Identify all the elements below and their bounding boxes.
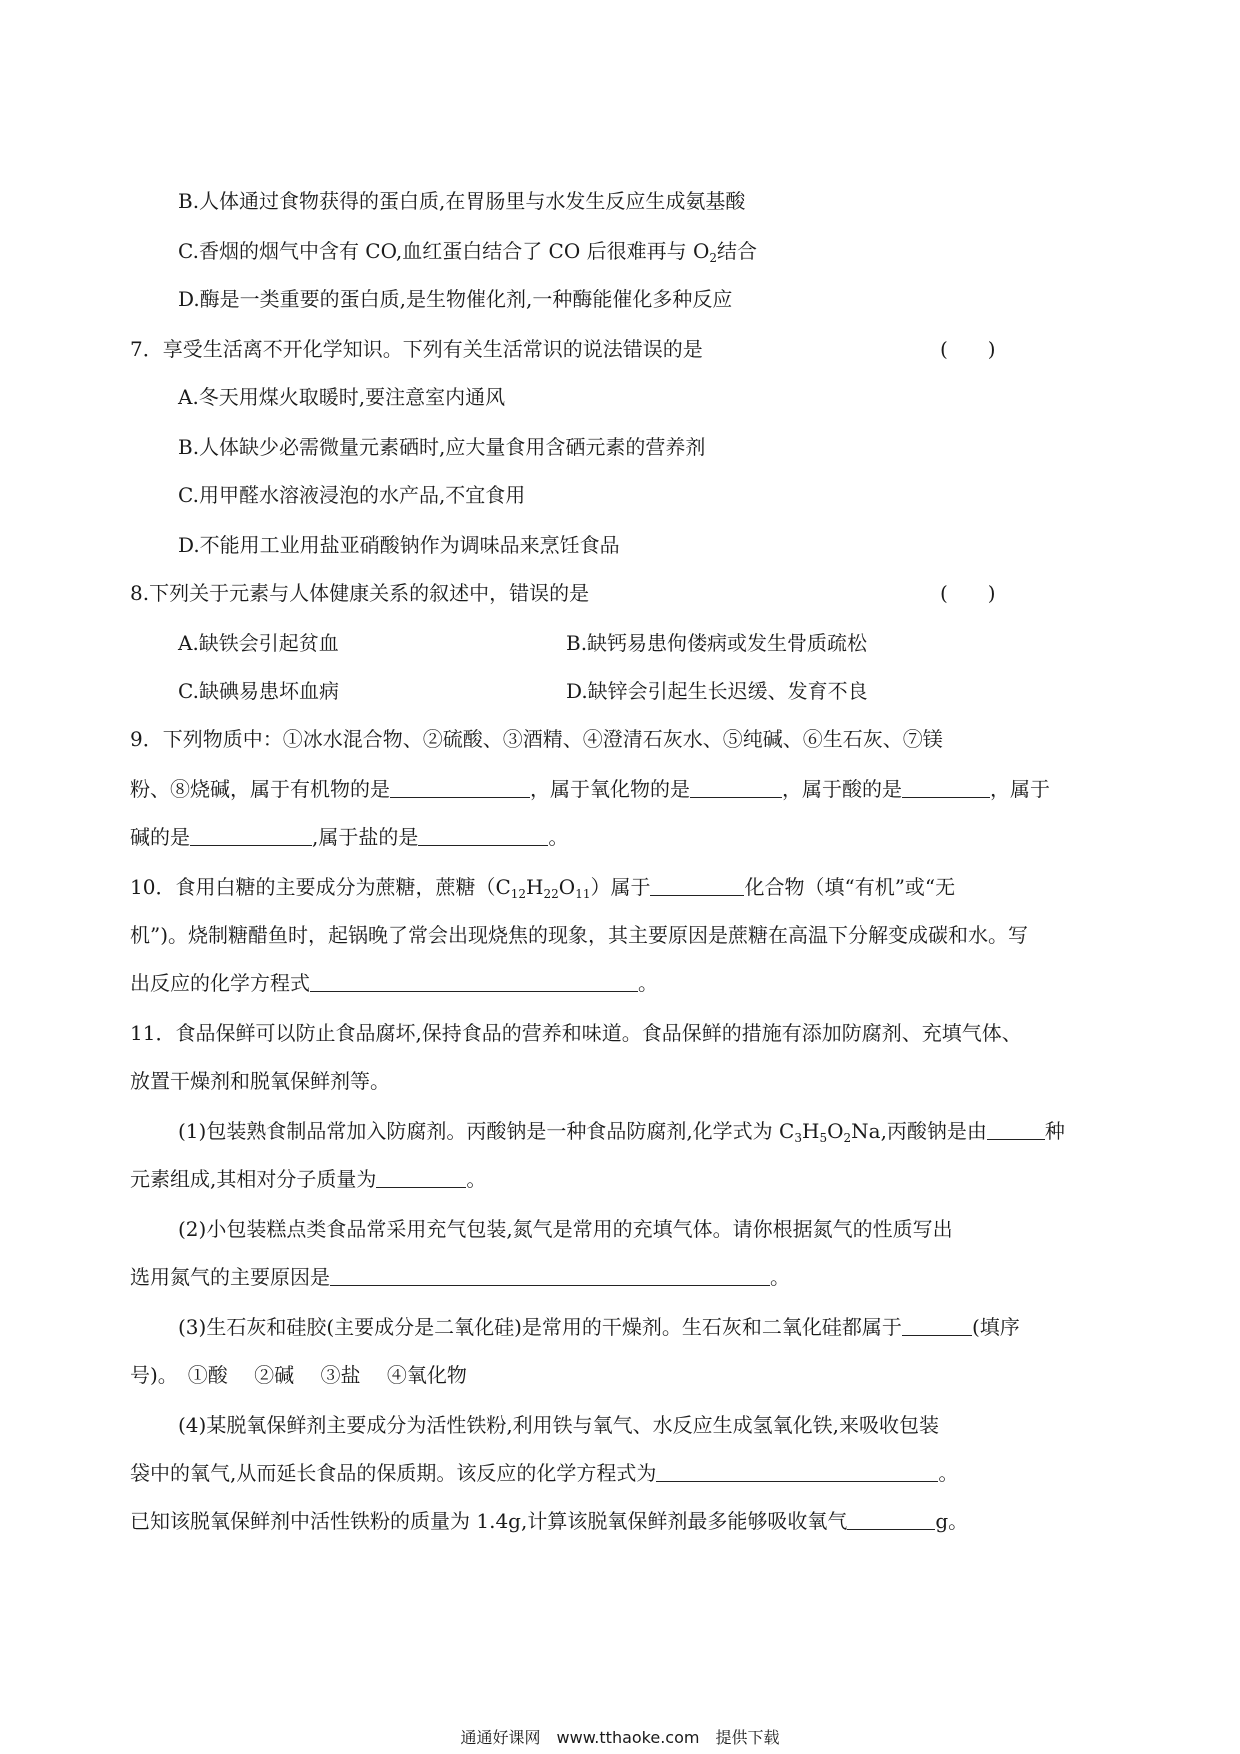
q7-stem: 7．享受生活离不开化学知识。下列有关生活常识的说法错误的是 [130, 337, 703, 361]
q8-answer-bracket: ( ) [940, 581, 996, 605]
q8-stem: 8.下列关于元素与人体健康关系的叙述中，错误的是 [130, 581, 590, 605]
q7-answer-bracket: ( ) [940, 337, 996, 361]
q7-option-c: C.用甲醛水溶液浸泡的水产品,不宜食用 [178, 483, 526, 507]
q8-option-c: C.缺碘易患坏血病 [178, 679, 339, 703]
q11-part2-line-2: 选用氮气的主要原因是 。 [130, 1265, 790, 1289]
q9-base-blank[interactable] [190, 825, 312, 846]
q7-option-b: B.人体缺少必需微量元素硒时,应大量食用含硒元素的营养剂 [178, 435, 706, 459]
q8-option-a: A.缺铁会引起贫血 [178, 631, 339, 655]
q11-part1-line-2: 元素组成,其相对分子质量为 。 [130, 1167, 487, 1191]
page-footer: 通通好课网 www.tthaoke.com 提供下载 [460, 1728, 780, 1747]
q9-organic-blank[interactable] [390, 777, 530, 798]
q11-part4-line-2: 袋中的氧气,从而延长食品的保质期。该反应的化学方程式为 。 [130, 1461, 959, 1485]
q11-line-2: 放置干燥剂和脱氧保鲜剂等。 [130, 1069, 390, 1093]
q9-acid-blank[interactable] [902, 777, 990, 798]
q11-desiccant-type-blank[interactable] [902, 1315, 972, 1336]
q8-option-b: B.缺钙易患佝偻病或发生骨质疏松 [566, 631, 868, 655]
q11-elements-count-blank[interactable] [987, 1119, 1045, 1140]
q11-line-1: 11．食品保鲜可以防止食品腐坏,保持食品的营养和味道。食品保鲜的措施有添加防腐剂、充填气体、 [130, 1021, 1022, 1045]
q11-part3-line-1: (3)生石灰和硅胶(主要成分是二氧化硅)是常用的干燥剂。生石灰和二氧化硅都属于 (填序 [178, 1315, 1020, 1339]
q10-equation-blank[interactable] [310, 971, 638, 992]
q6-option-d: D.酶是一类重要的蛋白质,是生物催化剂,一种酶能催化多种反应 [178, 287, 733, 311]
q9-oxide-blank[interactable] [690, 777, 782, 798]
q11-nitrogen-reason-blank[interactable] [330, 1265, 770, 1286]
q11-equation-blank[interactable] [656, 1461, 938, 1482]
q11-part2-line-1: (2)小包装糕点类食品常采用充气包装,氮气是常用的充填气体。请你根据氮气的性质写出 [178, 1217, 953, 1241]
q6-option-b: B.人体通过食物获得的蛋白质,在胃肠里与水发生反应生成氨基酸 [178, 189, 746, 213]
q11-part3-line-2: 号)。 ①酸 ②碱 ③盐 ④氧化物 [130, 1363, 467, 1387]
q11-part1-line-1: (1)包装熟食制品常加入防腐剂。丙酸钠是一种食品防腐剂,化学式为 $C_3H_5O_2Na$,丙酸钠是由 种 [178, 1119, 1065, 1145]
q9-line-3: 碱的是 ,属于盐的是 。 [130, 825, 569, 849]
q11-part4-line-3: 已知该脱氧保鲜剂中活性铁粉的质量为 1.4g,计算该脱氧保鲜剂最多能够吸收氧气 g。 [130, 1509, 969, 1533]
q8-option-d: D.缺锌会引起生长迟缓、发育不良 [566, 679, 868, 703]
q7-option-d: D.不能用工业用盐亚硝酸钠作为调味品来烹饪食品 [178, 533, 620, 557]
q11-molar-mass-blank[interactable] [376, 1167, 466, 1188]
q7-option-a: A.冬天用煤火取暖时,要注意室内通风 [178, 385, 506, 409]
q9-salt-blank[interactable] [418, 825, 548, 846]
q9-line-1: 9．下列物质中：①冰水混合物、②硫酸、③酒精、④澄清石灰水、⑤纯碱、⑥生石灰、⑦镁 [130, 727, 943, 751]
q11-part4-line-1: (4)某脱氧保鲜剂主要成分为活性铁粉,利用铁与氧气、水反应生成氢氧化铁,来吸收包装 [178, 1413, 940, 1437]
q10-line-3: 出反应的化学方程式 。 [130, 971, 658, 995]
q10-line-1: 10．食用白糖的主要成分为蔗糖，蔗糖$(C_{12}H_{22}O_{11})$属于 化合物（填“有机”或“无 [130, 875, 956, 901]
q6-option-c: C.香烟的烟气中含有 CO,血红蛋白结合了 CO 后很难再与 $O_2$结合 [178, 239, 757, 265]
q10-line-2: 机”)。烧制糖醋鱼时，起锅晚了常会出现烧焦的现象，其主要原因是蔗糖在高温下分解变成碳和水。写 [130, 923, 1029, 947]
q11-oxygen-mass-blank[interactable] [847, 1509, 935, 1530]
q10-compound-blank[interactable] [650, 875, 744, 896]
q9-line-2: 粉、⑧烧碱，属于有机物的是 ，属于氧化物的是 ，属于酸的是 ，属于 [130, 777, 1050, 801]
